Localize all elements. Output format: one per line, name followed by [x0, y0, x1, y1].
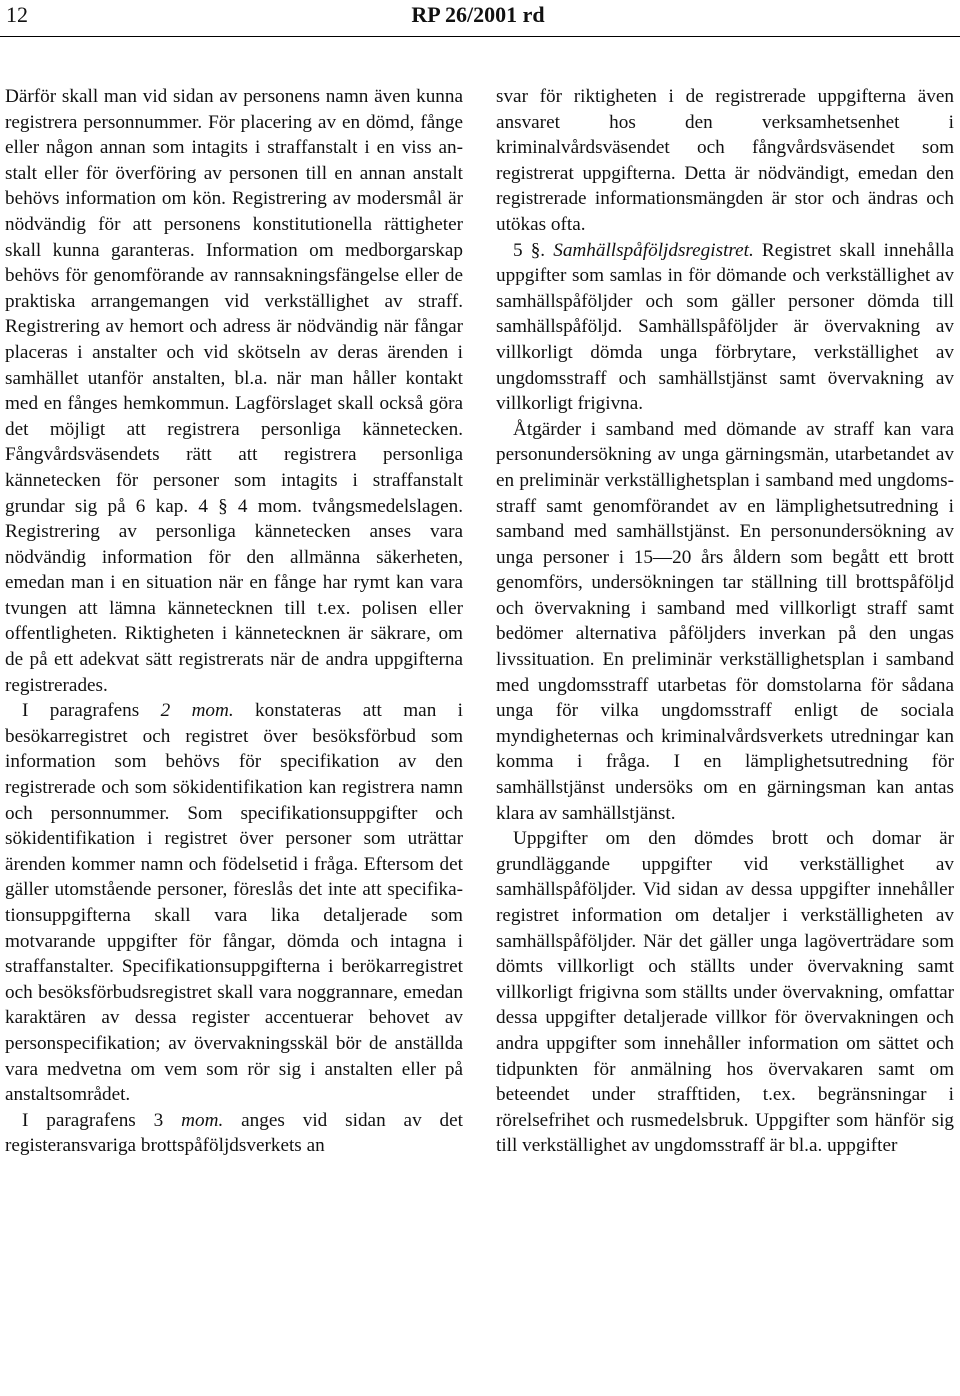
paragraph-body: konstateras att man i besökarregistret och registret över besöksförbud som information som behövs för specifikation av den registrerade och som sökidentifikation kan registrera namn och personnummer. Som specifikationsuppgifter och sökidentifikation i registret över personer som uträttar ärenden kommer namn och födelsetid i fråga. Eftersom det gäller utomstående personer, föreslås det inte att specifikationsuppgifterna skall vara lika detaljerade som motvarande uppgifter för fångar, dömda och intagna i straffanstalter. Specifikationsuppgifterna i berökarregistret och besöksförbudsregistret skall vara noggrannare, emedan karaktären av dessa register accentuerar behovet av personspecifikation; av övervakningsskäl bör de anställda vara medvetna om vem som rör sig i anstalten eller på anstaltsområdet.: [5, 700, 463, 1106]
paragraph-emphasis: mom.: [181, 1109, 224, 1131]
section-number: 5 §.: [513, 239, 554, 261]
paragraph: Åtgärder i samband med dömande av straff kan vara personundersökning av unga gärningsmän, utarbetandet av en preliminär verkställighetsplan i samband med ungdomsstraff samt genomförandet av en lämplighetsutredning i samband med samhällstjänst. En personundersökning av unga personer i 15—20 års åldern som begått ett brott genomförs, undersökningen tar ställning till brottspåföljd och övervakning i samband med villkorligt straff samt bedömer alternativa påföljders inverkan på den ungas livssituation. En preliminär verkställighetsplan i samband med ungdomsstraff utarbetas för domstolarna för sådana unga för vilka ungdomsstraff enligt de sociala myndigheternas och kriminalvårdsverkets utredningar kan komma i fråga. I en lämplighetsutredning för samhällstjänst undersöks om en gärningsman kan antas klara av samhällstjänst.: [496, 418, 954, 824]
document-id: RP 26/2001 rd: [411, 2, 545, 27]
right-column: [496, 84, 954, 1159]
paragraph: Därför skall man vid sidan av personens namn även kunna registrera personnummer. För placering av en dömd, fånge eller någon annan som intagits i straffanstalt i en viss anstalt eller för överföring av personen till en annan anstalt behövs information om kön. Registrering av modersmål är nödvändig för att personens konstitutionella rättigheter skall kunna garanteras. Information om medborgarskap behövs för genomförande av rannsakningsfängelse eller de praktiska arrangemangen vid verkställighet av straff. Registrering av hemort och adress är nödvändig när fångar placeras i anstalter och vid skötseln av deras ärenden i samhället utanför anstalten, bl.a. när man håller kontakt med en fånges hemkommun. Lagförslaget skall också göra det möjligt att registrera personliga kännetecken. Fångvårdsväsendets rätt att registrera personliga kännetecken för personer som intagits i straffanstalt grundar sig på 6 kap. 4 § 4 mom. tvångsmedelslagen. Registrering av personliga kännetecken anses vara nödvändig information för den allmänna säkerheten, emedan man i en situation när en fånge har rymt kan vara tvungen att lämna kännetecknen till t.ex. polisen eller offentligheten. Riktigheten i kännetecknen är säkrare, om de på ett adekvat sätt registrerats när de andra uppgifterna registrerades.: [5, 86, 463, 696]
paragraph-emphasis: 2 mom.: [160, 700, 234, 722]
paragraph: [5, 698, 463, 1108]
page-header: [6, 0, 950, 32]
section-paragraph: [496, 238, 954, 417]
paragraph: [5, 1108, 463, 1159]
paragraph-lead: I paragrafens 3: [22, 1109, 182, 1131]
paragraph-body: Registret skall innehålla uppgifter som samlas in för dömande och verkställighet av samhällspåföljder och som gäller personer dömda till samhällspåföljd. Samhällspåföljder är övervakning av villkorligt dömda unga förbrytare, verkställighet av ungdomsstraff och samhällstjänst samt övervakning av villkorligt frigivna.: [496, 239, 954, 415]
paragraph-body: anges vid sidan av det registeransvariga brottspåföljdsverkets an: [5, 1109, 463, 1157]
paragraph: Uppgifter om den dömdes brott och domar är grundläggande uppgifter vid verkställighet av samhällspåföljder. Vid sidan av dessa uppgifter innehåller registret information om detaljer i verkställigheten av samhällspåföljder. När det gäller unga lagöverträdare som dömts villkorligt och ställts under övervakning samt villkorligt frigivna som ställts under övervakning, omfattar dessa uppgifter detaljerade villkor för övervakningen och andra uppgifter som innehåller information om sättet och tidpunkten för anmälning hos övervakaren samt om beteendet under strafftiden, t.ex. begränsningar i rörelsefrihet och rusmedelsbruk. Uppgifter som hänför sig till verkställighet av ungdomsstraff är bl.a. uppgifter: [496, 828, 954, 1157]
paragraph-lead: I paragrafens: [22, 700, 161, 722]
left-column: [5, 84, 463, 1159]
header-divider: [0, 36, 960, 37]
page-number: 12: [6, 2, 28, 27]
section-title: Samhällspåföljdsregistret.: [553, 239, 754, 261]
paragraph: svar för riktigheten i de registrerade uppgifterna även ansvaret hos den verksamhetsenhet i kriminalvårdsväsendet och fångvårdsväsendet som registrerat uppgifterna. Detta är nödvändigt, emedan den registrerade informationsmängden är stor och ändras och utökas ofta.: [496, 86, 954, 235]
